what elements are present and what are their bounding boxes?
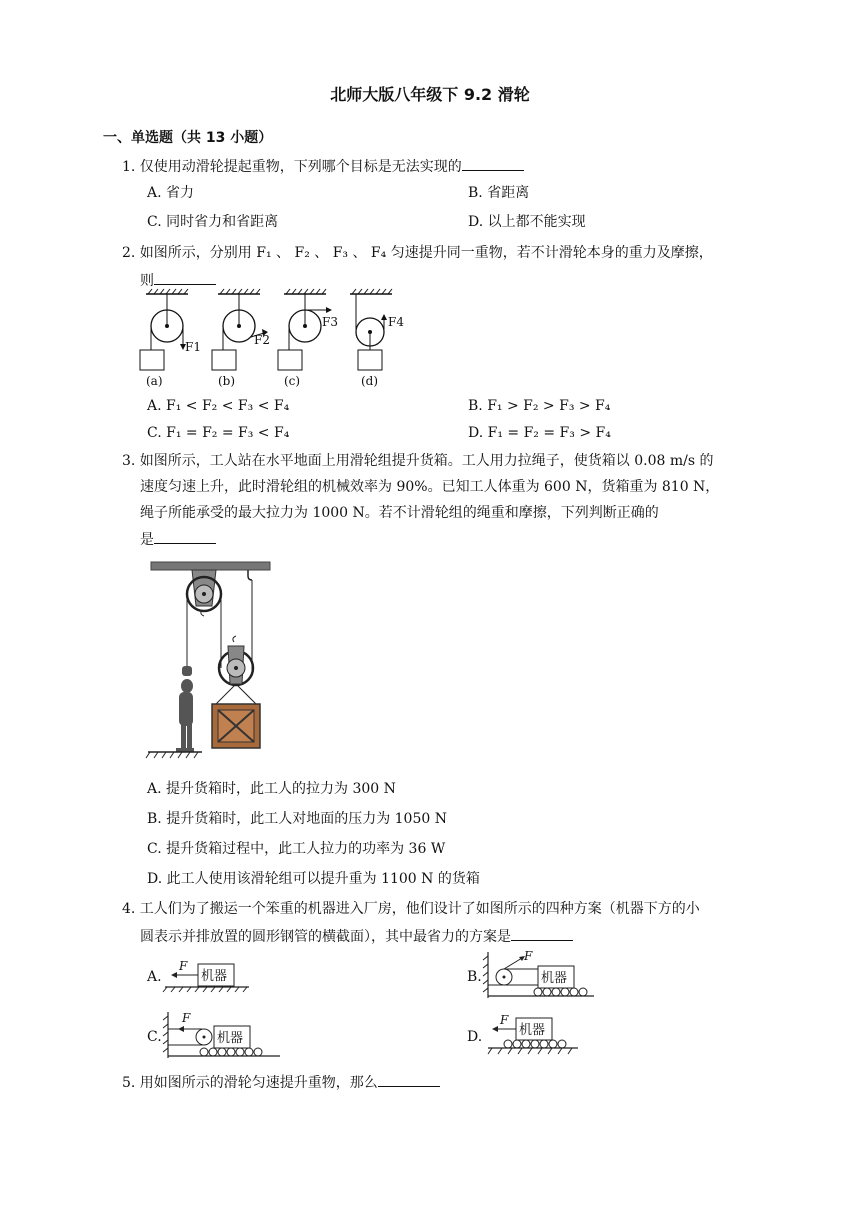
figure-label-d: (d) xyxy=(361,374,379,388)
figure-label-c: (c) xyxy=(284,374,301,388)
figure-label-a: (a) xyxy=(146,374,163,388)
answer-blank[interactable] xyxy=(154,529,216,544)
q4-option-d[interactable]: D. xyxy=(467,1029,483,1045)
crate xyxy=(212,704,260,748)
force-label: F xyxy=(179,959,188,973)
pulley-c xyxy=(278,289,332,370)
q4-option-a[interactable]: A. xyxy=(147,969,162,985)
q2-option-b[interactable]: B. F₁ > F₂ > F₃ > F₄ xyxy=(468,398,611,414)
q3-option-d[interactable]: D. 此工人使用该滑轮组可以提升重为 1100 N 的货箱 xyxy=(147,871,480,887)
answer-blank[interactable] xyxy=(154,270,216,285)
q1-option-a[interactable]: A. 省力 xyxy=(147,185,195,201)
question-2-stem-line1: 2. 如图所示，分别用 F₁ 、 F₂ 、 F₃ 、 F₄ 匀速提升同一重物，若不计滑轮本身的重力及摩擦， xyxy=(122,245,713,261)
question-3-stem-line4: 是 xyxy=(140,529,216,550)
page-title: 北师大版八年级下 9.2 滑轮 xyxy=(330,85,530,104)
question-3-stem-line1: 3. 如图所示，工人站在水平地面上用滑轮组提升货箱。工人用力拉绳子，使货箱以 0.08 m/s 的 xyxy=(122,453,714,469)
force-label: F xyxy=(500,1013,509,1027)
answer-blank[interactable] xyxy=(511,926,573,941)
force-label: F xyxy=(524,949,533,963)
question-5-stem: 5. 用如图所示的滑轮匀速提升重物，那么 xyxy=(122,1072,440,1093)
question-2-stem-line2: 则 xyxy=(140,270,216,291)
force-label: F xyxy=(182,1011,191,1025)
question-4-stem-line2: 圆表示并排放置的圆形钢管的横截面），其中最省力的方案是 xyxy=(140,926,573,947)
q2-option-d[interactable]: D. F₁ = F₂ = F₃ > F₄ xyxy=(468,425,611,441)
worker-figure xyxy=(176,666,194,752)
force-label-f2: F2 xyxy=(254,333,270,347)
q3-option-b[interactable]: B. 提升货箱时，此工人对地面的压力为 1050 N xyxy=(147,811,447,827)
q2-option-c[interactable]: C. F₁ = F₂ = F₃ < F₄ xyxy=(147,425,290,441)
figure-label-b: (b) xyxy=(218,374,236,388)
machine-label: 机器 xyxy=(217,1031,244,1046)
section-heading: 一、单选题（共 13 小题） xyxy=(103,130,273,146)
question-3-stem-line2: 速度匀速上升，此时滑轮组的机械效率为 90%。已知工人体重为 600 N，货箱重为 810 N， xyxy=(140,479,720,495)
q1-option-c[interactable]: C. 同时省力和省距离 xyxy=(147,214,279,230)
question-1-stem: 1. 仅使用动滑轮提起重物，下列哪个目标是无法实现的 xyxy=(122,156,524,177)
q3-option-a[interactable]: A. 提升货箱时，此工人的拉力为 300 N xyxy=(147,781,396,797)
q4-figure-d xyxy=(484,1012,582,1058)
pulley-system-figure-q3 xyxy=(144,558,274,758)
question-3-stem-line3: 绳子所能承受的最大拉力为 1000 N。若不计滑轮组的绳重和摩擦，下列判断正确的 xyxy=(140,505,659,521)
q4-figure-a xyxy=(163,958,253,994)
machine-label: 机器 xyxy=(541,971,568,986)
pulley-a xyxy=(140,289,188,370)
force-label-f1: F1 xyxy=(185,340,201,354)
q4-figure-b xyxy=(482,948,598,1002)
q3-option-c[interactable]: C. 提升货箱过程中，此工人拉力的功率为 36 W xyxy=(147,841,446,857)
q4-option-c[interactable]: C. xyxy=(147,1029,162,1045)
machine-label: 机器 xyxy=(201,969,228,984)
pulley-d xyxy=(350,289,392,370)
machine-label: 机器 xyxy=(519,1023,546,1038)
force-label-f4: F4 xyxy=(388,315,404,329)
answer-blank[interactable] xyxy=(462,156,524,171)
q4-option-b[interactable]: B. xyxy=(467,969,482,985)
answer-blank[interactable] xyxy=(378,1072,440,1087)
q2-option-a[interactable]: A. F₁ < F₂ < F₃ < F₄ xyxy=(147,398,290,414)
q4-figure-c xyxy=(162,1008,284,1062)
pulley-b xyxy=(212,289,268,370)
question-4-stem-line1: 4. 工人们为了搬运一个笨重的机器进入厂房，他们设计了如图所示的四种方案（机器下方的小 xyxy=(122,901,700,917)
q1-option-b[interactable]: B. 省距离 xyxy=(468,185,530,201)
pulley-figure-q2 xyxy=(138,288,418,392)
force-label-f3: F3 xyxy=(322,315,338,329)
q1-option-d[interactable]: D. 以上都不能实现 xyxy=(468,214,586,230)
